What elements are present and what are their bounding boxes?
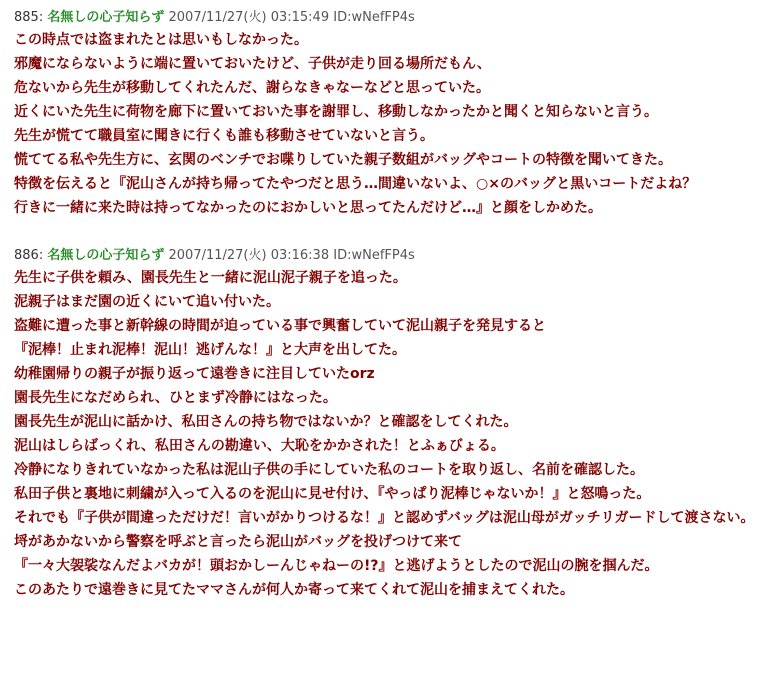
post-line: 邪魔にならないように端に置いておいたけど、子供が走り回る場所だもん、 [14,56,491,72]
post-line: 園長先生が泥山に話かけ、私田さんの持ち物ではないか？と確認をしてくれた。 [14,414,518,430]
poster-name: 名無しの心子知らず [47,248,165,263]
post-line: 私田子供と裏地に刺繍が入って入るのを泥山に見せ付け、『やっぱり泥棒じゃないか！』と怒鳴った。 [14,486,651,502]
poster-name: 名無しの心子知らず [47,10,165,25]
post-line: このあたりで遠巻きに見てたママさんが何人か寄って来てくれて泥山を捕まえてくれた。 [14,582,574,598]
post-line: 幼稚園帰りの親子が振り返って遠巻きに注目していたorz [14,366,375,382]
post-885 [14,8,757,220]
post-date: 2007/11/27(火) 03:15:49 [168,10,330,25]
post-line: 慌ててる私や先生方に、玄関のベンチでお喋りしていた親子数組がバッグやコートの特徴を聞いてきた。 [14,152,672,168]
poster-id[interactable]: ID:wNefFP4s [333,248,415,263]
post-886 [14,246,757,602]
post-line: 先生に子供を頼み、園長先生と一緒に泥山泥子親子を追った。 [14,270,407,286]
post-line: この時点では盗まれたとは思いもしなかった。 [14,32,308,48]
post-line: 危ないから先生が移動してくれたんだ、謝らなきゃなーなどと思っていた。 [14,80,490,96]
post-body [14,28,757,220]
post-line: 園長先生になだめられ、ひとまず冷静にはなった。 [14,390,337,406]
post-header [14,246,757,266]
poster-id[interactable]: ID:wNefFP4s [333,10,415,25]
post-line: 特徴を伝えると『泥山さんが持ち帰ってたやつだと思う…間違いないよ、○×のバッグと黒いコートだよね？ [14,176,697,192]
post-date: 2007/11/27(火) 03:16:38 [168,248,330,263]
post-line: 埒があかないから警察を呼ぶと言ったら泥山がバッグを投げつけて来て [14,534,462,550]
post-line: 近くにいた先生に荷物を廊下に置いておいた事を謝罪し、移動しなかったかと聞くと知らないと言う。 [14,104,658,120]
post-line: 泥山はしらばっくれ、私田さんの勘違い、大恥をかかされた！とふぁびょる。 [14,438,505,454]
post-body [14,266,757,602]
post-line: 盗難に遭った事と新幹線の時間が迫っている事で興奮していて泥山親子を発見すると [14,318,546,334]
post-line: 行きに一緒に来た時は持ってなかったのにおかしいと思ってたんだけど…』と顔をしかめた。 [14,200,602,216]
post-line: 泥親子はまだ園の近くにいて追い付いた。 [14,294,280,310]
post-number[interactable]: 885: [14,10,44,25]
post-line: 冷静になりきれていなかった私は泥山子供の手にしていた私のコートを取り返し、名前を確認した。 [14,462,644,478]
post-line: 先生が慌てて職員室に聞きに行くも誰も移動させていないと言う。 [14,128,434,144]
post-line: 『泥棒！止まれ泥棒！泥山！逃げんな！』と大声を出してた。 [14,342,406,358]
post-number[interactable]: 886: [14,248,44,263]
post-header [14,8,757,28]
post-line: 『一々大袈裟なんだよバカが！頭おかしーんじゃねーの!?』と逃げようとしたので泥山の腕を掴んだ。 [14,558,659,574]
post-line: それでも『子供が間違っただけだ！言いがかりつけるな！』と認めずバッグは泥山母がガッチリガードして渡さない。 [14,510,755,526]
